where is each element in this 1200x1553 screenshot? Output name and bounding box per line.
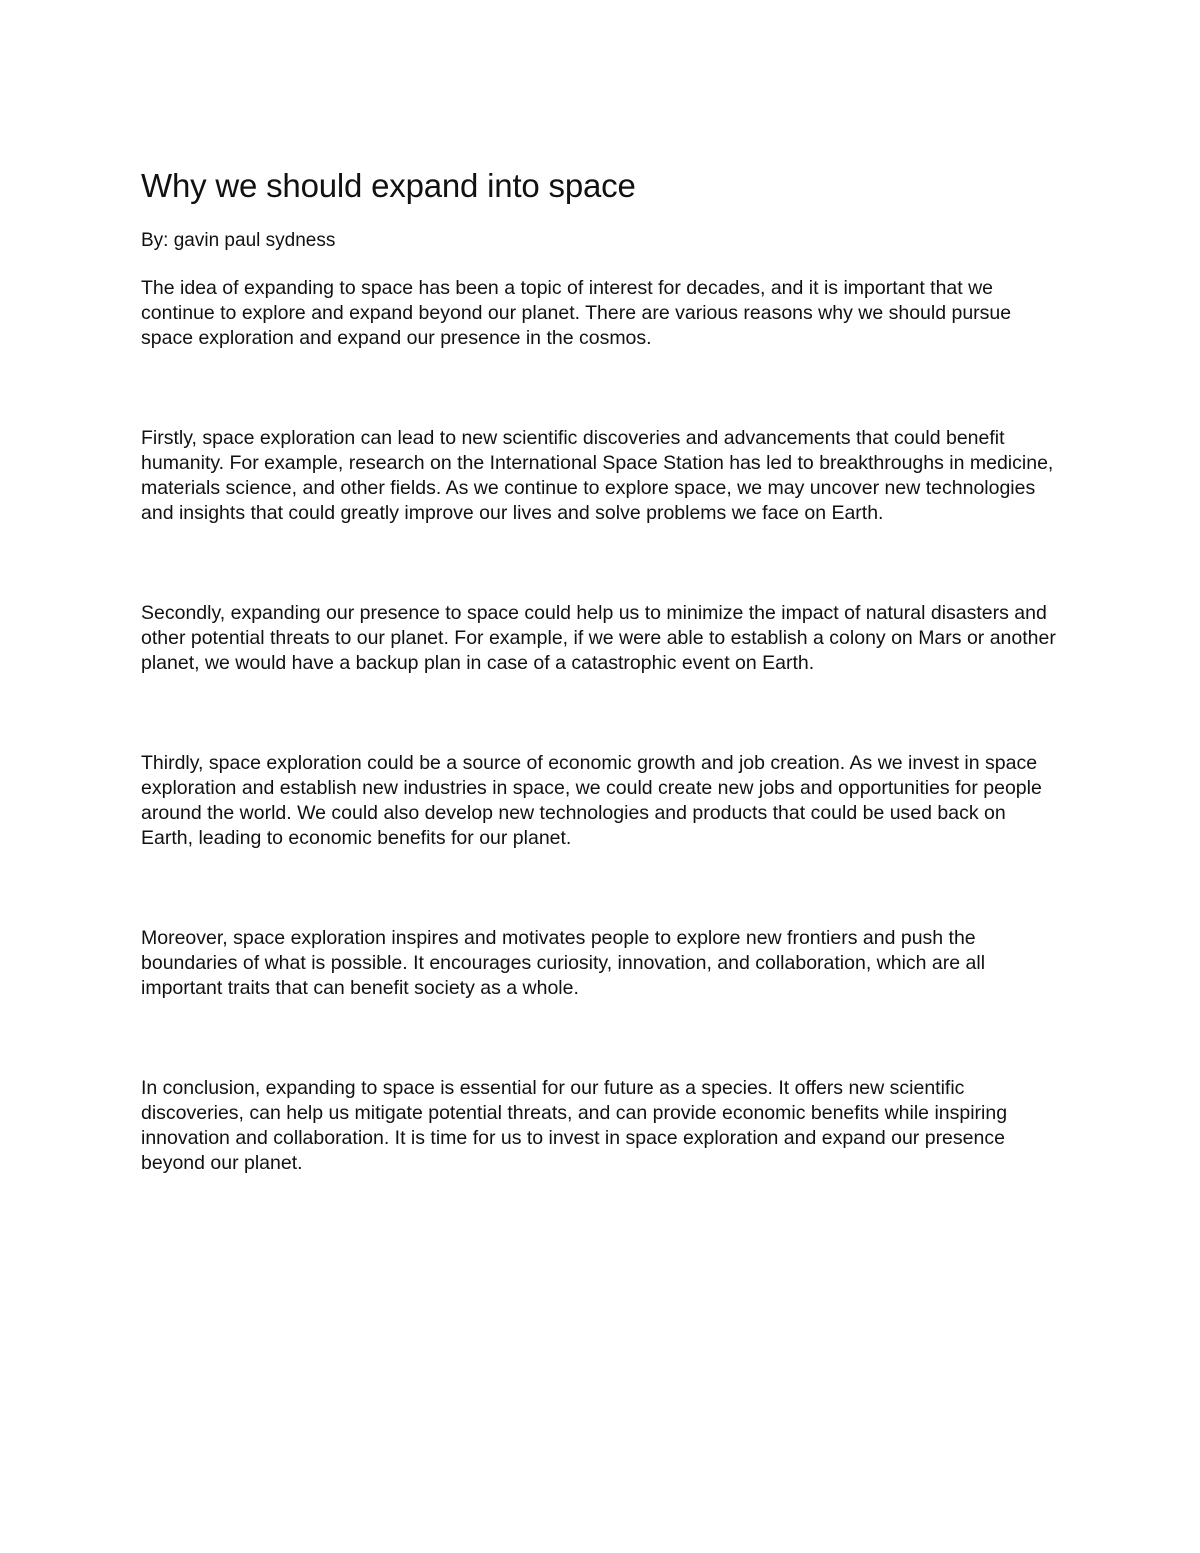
paragraph-intro: The idea of expanding to space has been a topic of interest for decades, and it is important that we continue to explore and expand beyond our planet. There are various reasons why we should pursue space exploration and expand our presence in the cosmos. xyxy=(141,277,1012,349)
paragraph-moreover: Moreover, space exploration inspires and motivates people to explore new frontiers and push the boundaries of what is possible. It encourages curiosity, innovation, and collaboration, which are all important traits that can benefit society as a whole. xyxy=(141,927,986,999)
paragraph-thirdly: Thirdly, space exploration could be a source of economic growth and job creation. As we invest in space exploration and establish new industries in space, we could create new jobs and opportunities for people around the world. We could also develop new technologies and products that could be used back on Earth, leading to economic benefits for our planet. xyxy=(141,752,1042,849)
paragraph-conclusion: In conclusion, expanding to space is essential for our future as a species. It offers new scientific discoveries, can help us mitigate potential threats, and can provide economic benefits while inspiring innovation and collaboration. It is time for us to invest in space exploration and expand our presence beyond our planet. xyxy=(141,1077,1008,1174)
document-body xyxy=(141,166,1061,1176)
document-title: Why we should expand into space xyxy=(141,167,636,204)
paragraph-secondly: Secondly, expanding our presence to space could help us to minimize the impact of natural disasters and other potential threats to our planet. For example, if we were able to establish a colony on Mars or another planet, we would have a backup plan in case of a catastrophic event on Earth. xyxy=(141,602,1056,674)
paragraph-firstly: Firstly, space exploration can lead to new scientific discoveries and advancements that could benefit humanity. For example, research on the International Space Station has led to breakthroughs in medicine, materials science, and other fields. As we continue to explore space, we may uncover new technologies and insights that could greatly improve our lives and solve problems we face on Earth. xyxy=(141,427,1054,524)
author-byline: By: gavin paul sydness xyxy=(141,230,336,251)
